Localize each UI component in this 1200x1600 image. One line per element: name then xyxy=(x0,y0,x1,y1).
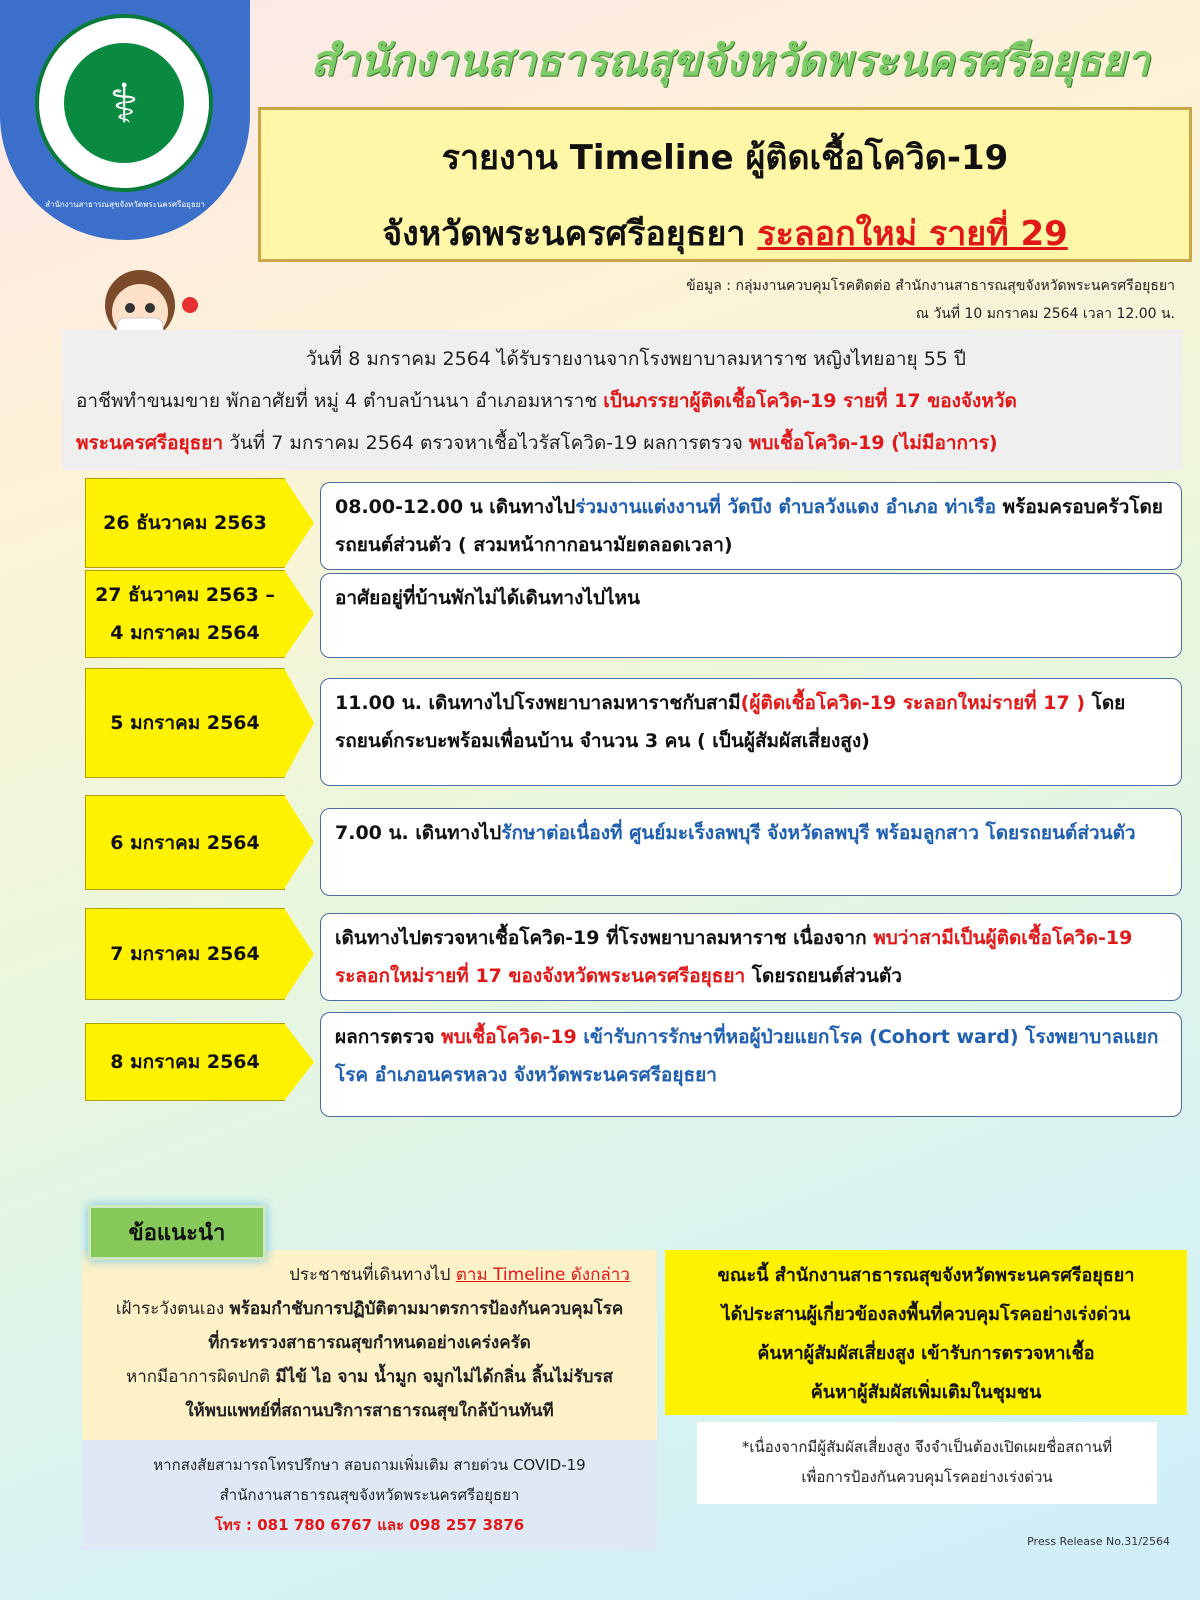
title-line2 xyxy=(261,206,1189,260)
date-text: 26 ธันวาคม 2563 xyxy=(103,512,267,534)
timeline-date xyxy=(85,1023,285,1101)
title-line1: รายงาน Timeline ผู้ติดเชื้อโควิด-19 xyxy=(441,138,1009,178)
note-line: *เนื่องจากมีผู้สัมผัสเสี่ยงสูง จึงจำเป็นต้องเปิดเผยชื่อสถานที่ xyxy=(741,1438,1113,1456)
text: หากมีอาการผิดปกติ xyxy=(126,1367,276,1387)
description-segment: โดยรถยนต์กระบะพร้อมเพื่อนบ้าน จำนวน 3 คน ( เป็นผู้สัมผัสเสี่ยงสูง) xyxy=(335,692,1126,752)
province-text: จังหวัดพระนครศรีอยุธยา xyxy=(382,214,758,254)
description-segment: พบว่าสามีเป็นผู้ติดเชื้อโควิด-19 ระลอกใหม่รายที่ 17 ของจังหวัดพระนครศรีอยุธยา xyxy=(335,927,1133,987)
case-number: ระลอกใหม่ รายที่ 29 xyxy=(757,214,1068,254)
description-segment: 7.00 น. เดินทางไป xyxy=(335,822,502,844)
description-segment: เดินทางไปตรวจหาเชื้อโควิด-19 ที่โรงพยาบาลมหาราช เนื่องจาก xyxy=(335,927,874,949)
arrow-icon xyxy=(284,668,314,778)
text-highlight: เป็นภรรยาผู้ติดเชื้อโควิด-19 รายที่ 17 ของจังหวัด xyxy=(603,390,1017,412)
timeline-description xyxy=(320,808,1182,896)
contact-line2: สำนักงานสาธารณสุขจังหวัดพระนครศรีอยุธยา xyxy=(219,1486,520,1504)
text-highlight: พระนครศรีอยุธยา xyxy=(76,432,224,454)
date-text: 8 มกราคม 2564 xyxy=(110,1051,260,1073)
notice-line: ขณะนี้ สำนักงานสาธารณสุขจังหวัดพระนครศรีอยุธยา xyxy=(717,1265,1135,1286)
description-segment: ร่วมงานแต่งงานที่ วัดบึง ตำบลวังแดง อำเภอ ท่าเรือ xyxy=(575,496,997,518)
title-box xyxy=(258,107,1192,262)
timeline-date xyxy=(85,478,285,568)
summary-line3 xyxy=(76,422,1168,464)
text: ประชาชนที่เดินทางไป xyxy=(289,1265,456,1285)
advice-panel xyxy=(82,1250,657,1440)
text-bold: มีไข้ ไอ จาม น้ำมูก จมูกไม่ได้กลิ่น ลิ้นไม่รับรส xyxy=(275,1367,613,1387)
as-of-date: ณ วันที่ 10 มกราคม 2564 เวลา 12.00 น. xyxy=(915,306,1175,322)
timeline-date xyxy=(85,668,285,778)
date-text: 6 มกราคม 2564 xyxy=(110,831,260,854)
summary-line1: วันที่ 8 มกราคม 2564 ได้รับรายงานจากโรงพยาบาลมหาราช หญิงไทยอายุ 55 ปี xyxy=(306,348,966,370)
arrow-icon xyxy=(284,1023,314,1101)
description-segment: อาศัยอยู่ที่บ้านพักไม่ได้เดินทางไปไหน xyxy=(335,587,641,609)
description-segment: (ผู้ติดเชื้อโควิด-19 ระลอกใหม่รายที่ 17 ) xyxy=(740,692,1086,714)
advice-heading: ข้อแนะนำ xyxy=(88,1205,266,1260)
description-segment: เข้ารับการรักษาที่หอผู้ป่วยแยกโรค (Cohort ward) โรงพยาบาลแยกโรค อำเภอนครหลวง จังหวัดพระนครศรีอยุธยา xyxy=(335,1026,1159,1086)
ministry-seal-logo xyxy=(35,14,213,192)
date-text: 27 ธันวาคม 2563 – 4 มกราคม 2564 xyxy=(95,584,275,644)
description-segment: 11.00 น. เดินทางไปโรงพยาบาลมหาราชกับสามี xyxy=(335,692,741,714)
source-text: ข้อมูล : กลุ่มงานควบคุมโรคติดต่อ สำนักงานสาธารณสุขจังหวัดพระนครศรีอยุธยา xyxy=(686,278,1175,294)
timeline-description xyxy=(320,573,1182,658)
timeline-description xyxy=(320,482,1182,570)
notice-panel xyxy=(665,1250,1187,1415)
description-segment: โดยรถยนต์ส่วนตัว xyxy=(745,965,902,987)
text: อาชีพทำขนมขาย พักอาศัยที่ หมู่ 4 ตำบลบ้านนา อำเภอมหาราช xyxy=(76,390,604,412)
timeline-description xyxy=(320,678,1182,786)
text-bold: พร้อมกำชับการปฏิบัติตามมาตรการป้องกันควบคุมโรค xyxy=(229,1299,624,1319)
summary-line2 xyxy=(76,380,1168,422)
source-info xyxy=(686,272,1175,328)
description-segment: 08.00-12.00 น เดินทางไป xyxy=(335,496,576,518)
timeline-description xyxy=(320,913,1182,1001)
date-text: 7 มกราคม 2564 xyxy=(110,943,260,965)
arrow-icon xyxy=(284,908,314,1000)
ministry-logo-panel xyxy=(0,0,250,240)
org-name: สำนักงานสาธารณสุขจังหวัดพระนครศรีอยุธยา xyxy=(310,36,1150,85)
arrow-icon xyxy=(284,795,314,889)
description-segment: พร้อมครอบครัวโดยรถยนต์ส่วนตัว ( สวมหน้ากากอนามัยตลอดเวลา) xyxy=(335,496,1163,556)
caduceus-icon: ⚕ xyxy=(64,43,184,163)
date-text: 5 มกราคม 2564 xyxy=(110,712,260,734)
logo-subtitle: สำนักงานสาธารณสุขจังหวัดพระนครศรีอยุธยา xyxy=(45,200,205,209)
disclosure-note xyxy=(697,1422,1157,1504)
case-summary xyxy=(62,330,1182,470)
arrow-icon xyxy=(284,478,314,568)
note-line: เพื่อการป้องกันควบคุมโรคอย่างเร่งด่วน xyxy=(801,1468,1053,1486)
text: วันที่ 7 มกราคม 2564 ตรวจหาเชื้อไวรัสโควิด-19 ผลการตรวจ xyxy=(223,432,749,454)
contact-line1: หากสงสัยสามารถโทรปรึกษา สอบถามเพิ่มเติม สายด่วน COVID-19 xyxy=(153,1456,586,1474)
text-highlight: ตาม Timeline ดังกล่าว xyxy=(455,1265,630,1285)
notice-line: ค้นหาผู้สัมผัสเพิ่มเติมในชุมชน xyxy=(810,1382,1042,1403)
timeline-date xyxy=(85,570,285,658)
contact-panel xyxy=(82,1440,657,1550)
text-bold: ที่กระทรวงสาธารณสุขกำหนดอย่างเคร่งครัด xyxy=(208,1333,531,1353)
text-bold: ให้พบแพทย์ที่สถานบริการสาธารณสุขใกล้บ้านทันที xyxy=(185,1401,554,1421)
description-segment: รักษาต่อเนื่องที่ ศูนย์มะเร็งลพบุรี จังหวัดลพบุรี พร้อมลูกสาว โดยรถยนต์ส่วนตัว xyxy=(501,822,1136,844)
notice-line: ได้ประสานผู้เกี่ยวข้องลงพื้นที่ควบคุมโรคอย่างเร่งด่วน xyxy=(721,1304,1131,1325)
timeline-date xyxy=(85,795,285,890)
text-highlight: พบเชื้อโควิด-19 (ไม่มีอาการ) xyxy=(748,432,998,454)
text: เฝ้าระวังตนเอง xyxy=(115,1299,230,1319)
description-segment: ผลการตรวจ xyxy=(335,1026,442,1048)
timeline-date xyxy=(85,908,285,1000)
description-segment: พบเชื้อโควิด-19 xyxy=(441,1026,577,1048)
notice-line: ค้นหาผู้สัมผัสเสี่ยงสูง เข้ารับการตรวจหาเชื้อ xyxy=(757,1343,1095,1364)
phone-numbers: โทร : 081 780 6767 และ 098 257 3876 xyxy=(214,1516,525,1534)
timeline-description xyxy=(320,1012,1182,1117)
press-release-number: Press Release No.31/2564 xyxy=(1027,1535,1170,1548)
arrow-icon xyxy=(284,570,314,658)
